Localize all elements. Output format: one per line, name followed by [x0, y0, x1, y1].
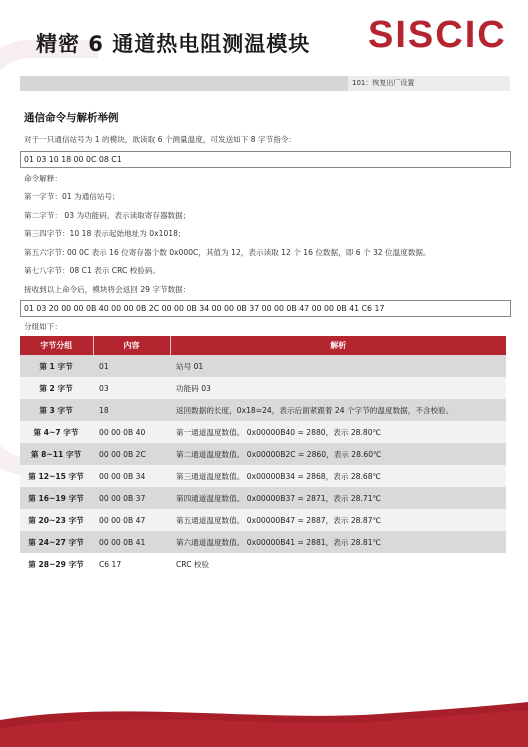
cell-parse: 第三通道温度数值。 0x00000B34 = 2868，表示 28.68℃ — [170, 465, 506, 487]
cell-parse: 第二通道温度数值。 0x00000B2C = 2860，表示 28.60℃ — [170, 443, 506, 465]
cell-content: 00 00 0B 40 — [93, 421, 170, 443]
reply-box: 01 03 20 00 00 0B 40 00 00 0B 2C 00 00 0B 34 00 00 0B 37 00 00 0B 47 00 00 0B 41 C6 17 — [20, 300, 511, 317]
cell-byte-group: 第 24~27 字节 — [20, 531, 93, 553]
explain-line: 第三四字节：10 18 表示起始地址为 0x1018； — [24, 229, 186, 238]
cell-content: 00 00 0B 37 — [93, 487, 170, 509]
table-row — [20, 487, 506, 509]
intro-text: 对于一只通信站号为 1 的模块，欲读取 6 个测量温度，可发送如下 8 字节指令： — [24, 135, 296, 144]
cell-parse: 第一通道温度数值。 0x00000B40 = 2880，表示 28.80℃ — [170, 421, 506, 443]
page-title: 精密 6 通道热电阻测温模块 — [36, 32, 311, 56]
reply-intro: 接收到以上命令后，模块将会返回 29 字节数据： — [24, 284, 191, 294]
table-row — [20, 399, 506, 421]
cell-byte-group: 第 16~19 字节 — [20, 487, 93, 509]
table-row — [20, 355, 506, 377]
cell-content: 00 00 0B 47 — [93, 509, 170, 531]
cell-content: 01 — [93, 355, 170, 377]
explain-title: 命令解释： — [24, 173, 62, 183]
footer-wave — [0, 700, 528, 747]
page-header — [0, 0, 528, 66]
cell-content: 00 00 0B 2C — [93, 443, 170, 465]
cell-byte-group: 第 12~15 字节 — [20, 465, 93, 487]
cell-byte-group: 第 1 字节 — [20, 355, 93, 377]
cell-parse: 第五通道温度数值。 0x00000B47 = 2887，表示 28.87℃ — [170, 509, 506, 531]
column-header: 字节分组 — [20, 336, 93, 355]
cell-content: C6 17 — [93, 553, 170, 575]
explain-line: 第五六字节: 00 0C 表示 16 位寄存器个数 0x000C，其值为 12，表示读取 12 个 16 位数据，即 6 个 32 位温度数据。 — [24, 247, 431, 257]
brand-logo: SISCIC — [368, 14, 507, 56]
main-content — [24, 110, 510, 575]
table-row — [20, 443, 506, 465]
byte-group-table — [20, 336, 506, 575]
table-header-row — [20, 336, 506, 355]
cell-byte-group: 第 28~29 字节 — [20, 553, 93, 575]
explain-line: 第七八字节：08 C1 表示 CRC 校验码。 — [24, 266, 161, 275]
cell-byte-group: 第 20~23 字节 — [20, 509, 93, 531]
table-row — [20, 465, 506, 487]
cell-byte-group: 第 2 字节 — [20, 377, 93, 399]
table-row — [20, 377, 506, 399]
table-row — [20, 553, 506, 575]
section-title: 通信命令与解析举例 — [24, 112, 119, 124]
cell-byte-group: 第 4~7 字节 — [20, 421, 93, 443]
cell-parse: 返回数据的长度，0x18=24，表示后面紧跟着 24 个字节的温度数据，不含校验。 — [170, 399, 506, 421]
cell-content: 00 00 0B 41 — [93, 531, 170, 553]
table-row — [20, 531, 506, 553]
cell-parse: 第四通道温度数值。 0x00000B37 = 2871，表示 28.71℃ — [170, 487, 506, 509]
group-label: 分组如下： — [24, 322, 62, 331]
table-row — [20, 421, 506, 443]
cell-parse: 功能码 03 — [170, 377, 506, 399]
cell-content: 18 — [93, 399, 170, 421]
cell-content: 00 00 0B 34 — [93, 465, 170, 487]
cell-byte-group: 第 8~11 字节 — [20, 443, 93, 465]
table-row — [20, 509, 506, 531]
cell-parse: 站号 01 — [170, 355, 506, 377]
explain-line: 第一字节：01 为通信站号； — [24, 192, 120, 201]
info-bar — [20, 76, 510, 91]
column-header: 内容 — [93, 336, 170, 355]
command-box: 01 03 10 18 00 0C 08 C1 — [20, 151, 511, 168]
cell-parse: 第六通道温度数值。 0x00000B41 = 2881，表示 28.81℃ — [170, 531, 506, 553]
explain-line: 第二字节： 03 为功能码，表示读取寄存器数据； — [24, 210, 191, 220]
cell-parse: CRC 校验 — [170, 553, 506, 575]
info-bar-note: 101：恢复出厂设置 — [348, 76, 510, 91]
column-header: 解析 — [170, 336, 506, 355]
cell-byte-group: 第 3 字节 — [20, 399, 93, 421]
cell-content: 03 — [93, 377, 170, 399]
